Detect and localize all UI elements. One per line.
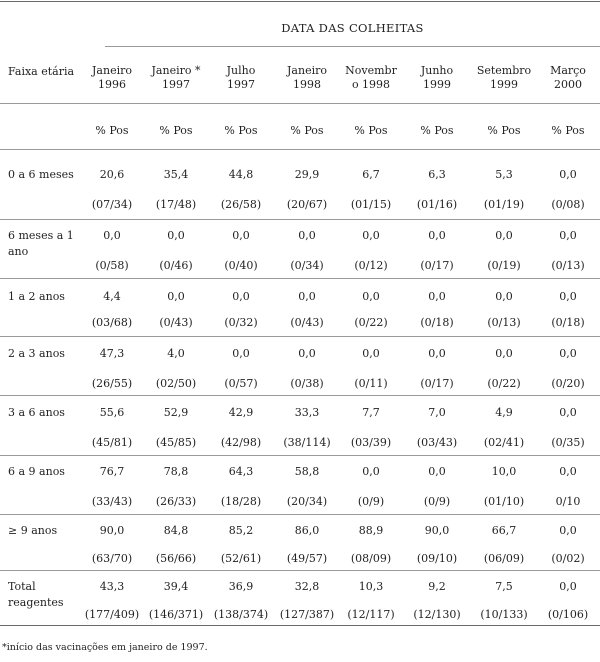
percent-cell: 0,0 [232, 229, 250, 242]
column-header-8-line2: 2000 [554, 78, 582, 91]
percent-cell: 32,8 [294, 580, 320, 593]
count-cell: (63/70) [91, 552, 133, 565]
row-separator [0, 455, 600, 456]
percent-cell: 4,9 [495, 406, 513, 419]
percent-cell: 33,3 [294, 406, 320, 419]
count-cell: (09/10) [416, 552, 458, 565]
percent-cell: 7,5 [495, 580, 513, 593]
count-cell: (177/409) [84, 608, 140, 621]
percent-cell: 84,8 [163, 524, 189, 537]
column-header-6-line2: 1999 [423, 78, 451, 91]
header-subrule [105, 46, 600, 47]
count-cell: (26/55) [91, 377, 133, 390]
percent-cell: 0,0 [103, 229, 121, 242]
bottom-rule [0, 625, 600, 626]
row-separator [0, 395, 600, 396]
count-cell: (0/40) [224, 259, 258, 272]
percent-cell: 4,0 [167, 347, 185, 360]
percent-cell: 58,8 [294, 465, 320, 478]
column-header-2-line2: 1997 [162, 78, 190, 91]
count-cell: (0/08) [551, 198, 585, 211]
count-cell: (38/114) [283, 436, 331, 449]
count-cell: (0/9) [357, 495, 385, 508]
table-title: DATA DAS COLHEITAS [281, 21, 424, 35]
percent-cell: 78,8 [163, 465, 189, 478]
count-cell: (0/20) [551, 377, 585, 390]
column-header-7-line1: Setembro [476, 64, 532, 77]
count-cell: (0/57) [224, 377, 258, 390]
count-cell: (0/02) [551, 552, 585, 565]
count-cell: (02/41) [483, 436, 525, 449]
percent-cell: 0,0 [559, 580, 577, 593]
row-label-2: 6 meses a 1 [8, 229, 74, 242]
count-cell: (0/18) [420, 316, 454, 329]
pos-label-1: % Pos [95, 124, 129, 137]
percent-cell: 47,3 [99, 347, 125, 360]
percent-cell: 6,3 [428, 168, 446, 181]
count-cell: (0/58) [95, 259, 129, 272]
footnote: *início das vacinações em janeiro de 1997. [2, 642, 208, 653]
count-cell: (33/43) [91, 495, 133, 508]
pos-label-8: % Pos [551, 124, 585, 137]
row-label-1: 0 a 6 meses [8, 168, 74, 181]
percent-cell: 0,0 [167, 290, 185, 303]
percent-cell: 35,4 [163, 168, 189, 181]
percent-cell: 0,0 [559, 524, 577, 537]
percent-cell: 90,0 [424, 524, 450, 537]
count-cell: (45/81) [91, 436, 133, 449]
percent-cell: 0,0 [428, 290, 446, 303]
percent-cell: 42,9 [228, 406, 254, 419]
percent-cell: 36,9 [228, 580, 254, 593]
column-header-7-line2: 1999 [490, 78, 518, 91]
percent-cell: 20,6 [99, 168, 125, 181]
percent-cell: 0,0 [495, 229, 513, 242]
percent-cell: 7,7 [362, 406, 380, 419]
percent-cell: 0,0 [559, 465, 577, 478]
percent-cell: 0,0 [362, 290, 380, 303]
percent-cell: 6,7 [362, 168, 380, 181]
count-cell: (03/39) [350, 436, 392, 449]
percent-cell: 0,0 [428, 229, 446, 242]
count-cell: (0/34) [290, 259, 324, 272]
count-cell: (01/19) [483, 198, 525, 211]
percent-cell: 0,0 [559, 290, 577, 303]
count-cell: (0/35) [551, 436, 585, 449]
column-header-4-line2: 1998 [293, 78, 321, 91]
row-label-2-line2: ano [8, 245, 29, 258]
top-rule [0, 1, 600, 2]
row-separator [0, 570, 600, 571]
row-label-8-line2: reagentes [8, 596, 64, 609]
count-cell: (0/46) [159, 259, 193, 272]
count-cell: (06/09) [483, 552, 525, 565]
count-cell: (26/33) [155, 495, 197, 508]
pos-label-3: % Pos [224, 124, 258, 137]
percent-cell: 10,0 [491, 465, 517, 478]
percent-cell: 0,0 [298, 347, 316, 360]
count-cell: (03/43) [416, 436, 458, 449]
column-header-8-line1: Março [550, 64, 586, 77]
percent-cell: 90,0 [99, 524, 125, 537]
count-cell: (10/133) [480, 608, 528, 621]
percent-cell: 0,0 [559, 229, 577, 242]
count-cell: (0/17) [420, 259, 454, 272]
percent-cell: 66,7 [491, 524, 517, 537]
percent-cell: 44,8 [228, 168, 254, 181]
percent-cell: 7,0 [428, 406, 446, 419]
count-cell: (0/12) [354, 259, 388, 272]
row-header-label: Faixa etária [8, 65, 75, 78]
percent-cell: 85,2 [228, 524, 254, 537]
percent-cell: 0,0 [232, 290, 250, 303]
pos-label-7: % Pos [487, 124, 521, 137]
column-header-2-line1: Janeiro * [151, 64, 201, 77]
percent-cell: 0,0 [495, 347, 513, 360]
percent-cell: 0,0 [495, 290, 513, 303]
column-header-1-line2: 1996 [98, 78, 126, 91]
row-label-6: 6 a 9 anos [8, 465, 65, 478]
count-cell: (12/117) [347, 608, 395, 621]
percent-cell: 0,0 [298, 290, 316, 303]
row-label-4: 2 a 3 anos [8, 347, 65, 360]
percent-cell: 88,9 [358, 524, 384, 537]
pos-label-5: % Pos [354, 124, 388, 137]
percent-cell: 43,3 [99, 580, 125, 593]
percent-cell: 64,3 [228, 465, 254, 478]
count-cell: (0/18) [551, 316, 585, 329]
percent-cell: 39,4 [163, 580, 189, 593]
percent-cell: 86,0 [294, 524, 320, 537]
column-header-5-line2: o 1998 [351, 78, 391, 91]
count-cell: 0/10 [555, 495, 581, 508]
count-cell: (45/85) [155, 436, 197, 449]
percent-cell: 0,0 [362, 347, 380, 360]
count-cell: (01/16) [416, 198, 458, 211]
percent-cell: 0,0 [232, 347, 250, 360]
column-header-4-line1: Janeiro [287, 64, 327, 77]
count-cell: (26/58) [220, 198, 262, 211]
percent-cell: 0,0 [298, 229, 316, 242]
count-cell: (0/17) [420, 377, 454, 390]
count-cell: (42/98) [220, 436, 262, 449]
count-cell: (0/43) [290, 316, 324, 329]
count-cell: (0/13) [487, 316, 521, 329]
count-cell: (0/43) [159, 316, 193, 329]
percent-cell: 0,0 [362, 229, 380, 242]
column-header-3-line1: Julho [226, 64, 256, 77]
header-rule-2 [0, 149, 600, 150]
pos-label-4: % Pos [290, 124, 324, 137]
count-cell: (01/10) [483, 495, 525, 508]
count-cell: (0/106) [547, 608, 589, 621]
count-cell: (12/130) [413, 608, 461, 621]
count-cell: (146/371) [148, 608, 204, 621]
percent-cell: 0,0 [428, 465, 446, 478]
percent-cell: 0,0 [559, 168, 577, 181]
row-label-8: Total [8, 580, 36, 593]
count-cell: (0/13) [551, 259, 585, 272]
row-separator [0, 219, 600, 220]
percent-cell: 55,6 [99, 406, 125, 419]
row-separator [0, 514, 600, 515]
count-cell: (138/374) [213, 608, 269, 621]
row-label-7: ≥ 9 anos [8, 524, 58, 537]
count-cell: (03/68) [91, 316, 133, 329]
percent-cell: 0,0 [559, 406, 577, 419]
column-header-6-line1: Junho [420, 64, 454, 77]
row-label-3: 1 a 2 anos [8, 290, 65, 303]
count-cell: (52/61) [220, 552, 262, 565]
percent-cell: 0,0 [362, 465, 380, 478]
percent-cell: 0,0 [559, 347, 577, 360]
count-cell: (08/09) [350, 552, 392, 565]
row-separator [0, 336, 600, 337]
count-cell: (0/38) [290, 377, 324, 390]
count-cell: (18/28) [220, 495, 262, 508]
count-cell: (0/22) [354, 316, 388, 329]
count-cell: (20/34) [286, 495, 328, 508]
pos-label-6: % Pos [420, 124, 454, 137]
percent-cell: 76,7 [99, 465, 125, 478]
count-cell: (0/32) [224, 316, 258, 329]
count-cell: (07/34) [91, 198, 133, 211]
count-cell: (56/66) [155, 552, 197, 565]
count-cell: (0/9) [423, 495, 451, 508]
percent-cell: 0,0 [167, 229, 185, 242]
row-separator [0, 278, 600, 279]
percent-cell: 10,3 [358, 580, 384, 593]
count-cell: (0/19) [487, 259, 521, 272]
column-header-1-line1: Janeiro [92, 64, 132, 77]
pos-label-2: % Pos [159, 124, 193, 137]
count-cell: (0/11) [354, 377, 388, 390]
percent-cell: 5,3 [495, 168, 513, 181]
row-label-5: 3 a 6 anos [8, 406, 65, 419]
count-cell: (20/67) [286, 198, 328, 211]
count-cell: (49/57) [286, 552, 328, 565]
percent-cell: 29,9 [294, 168, 320, 181]
percent-cell: 0,0 [428, 347, 446, 360]
percent-cell: 52,9 [163, 406, 189, 419]
percent-cell: 9,2 [428, 580, 446, 593]
count-cell: (0/22) [487, 377, 521, 390]
count-cell: (01/15) [350, 198, 392, 211]
count-cell: (127/387) [279, 608, 335, 621]
count-cell: (02/50) [155, 377, 197, 390]
header-rule-1 [0, 103, 600, 104]
column-header-5-line1: Novembr [345, 64, 397, 77]
column-header-3-line2: 1997 [227, 78, 255, 91]
percent-cell: 4,4 [103, 290, 121, 303]
count-cell: (17/48) [155, 198, 197, 211]
